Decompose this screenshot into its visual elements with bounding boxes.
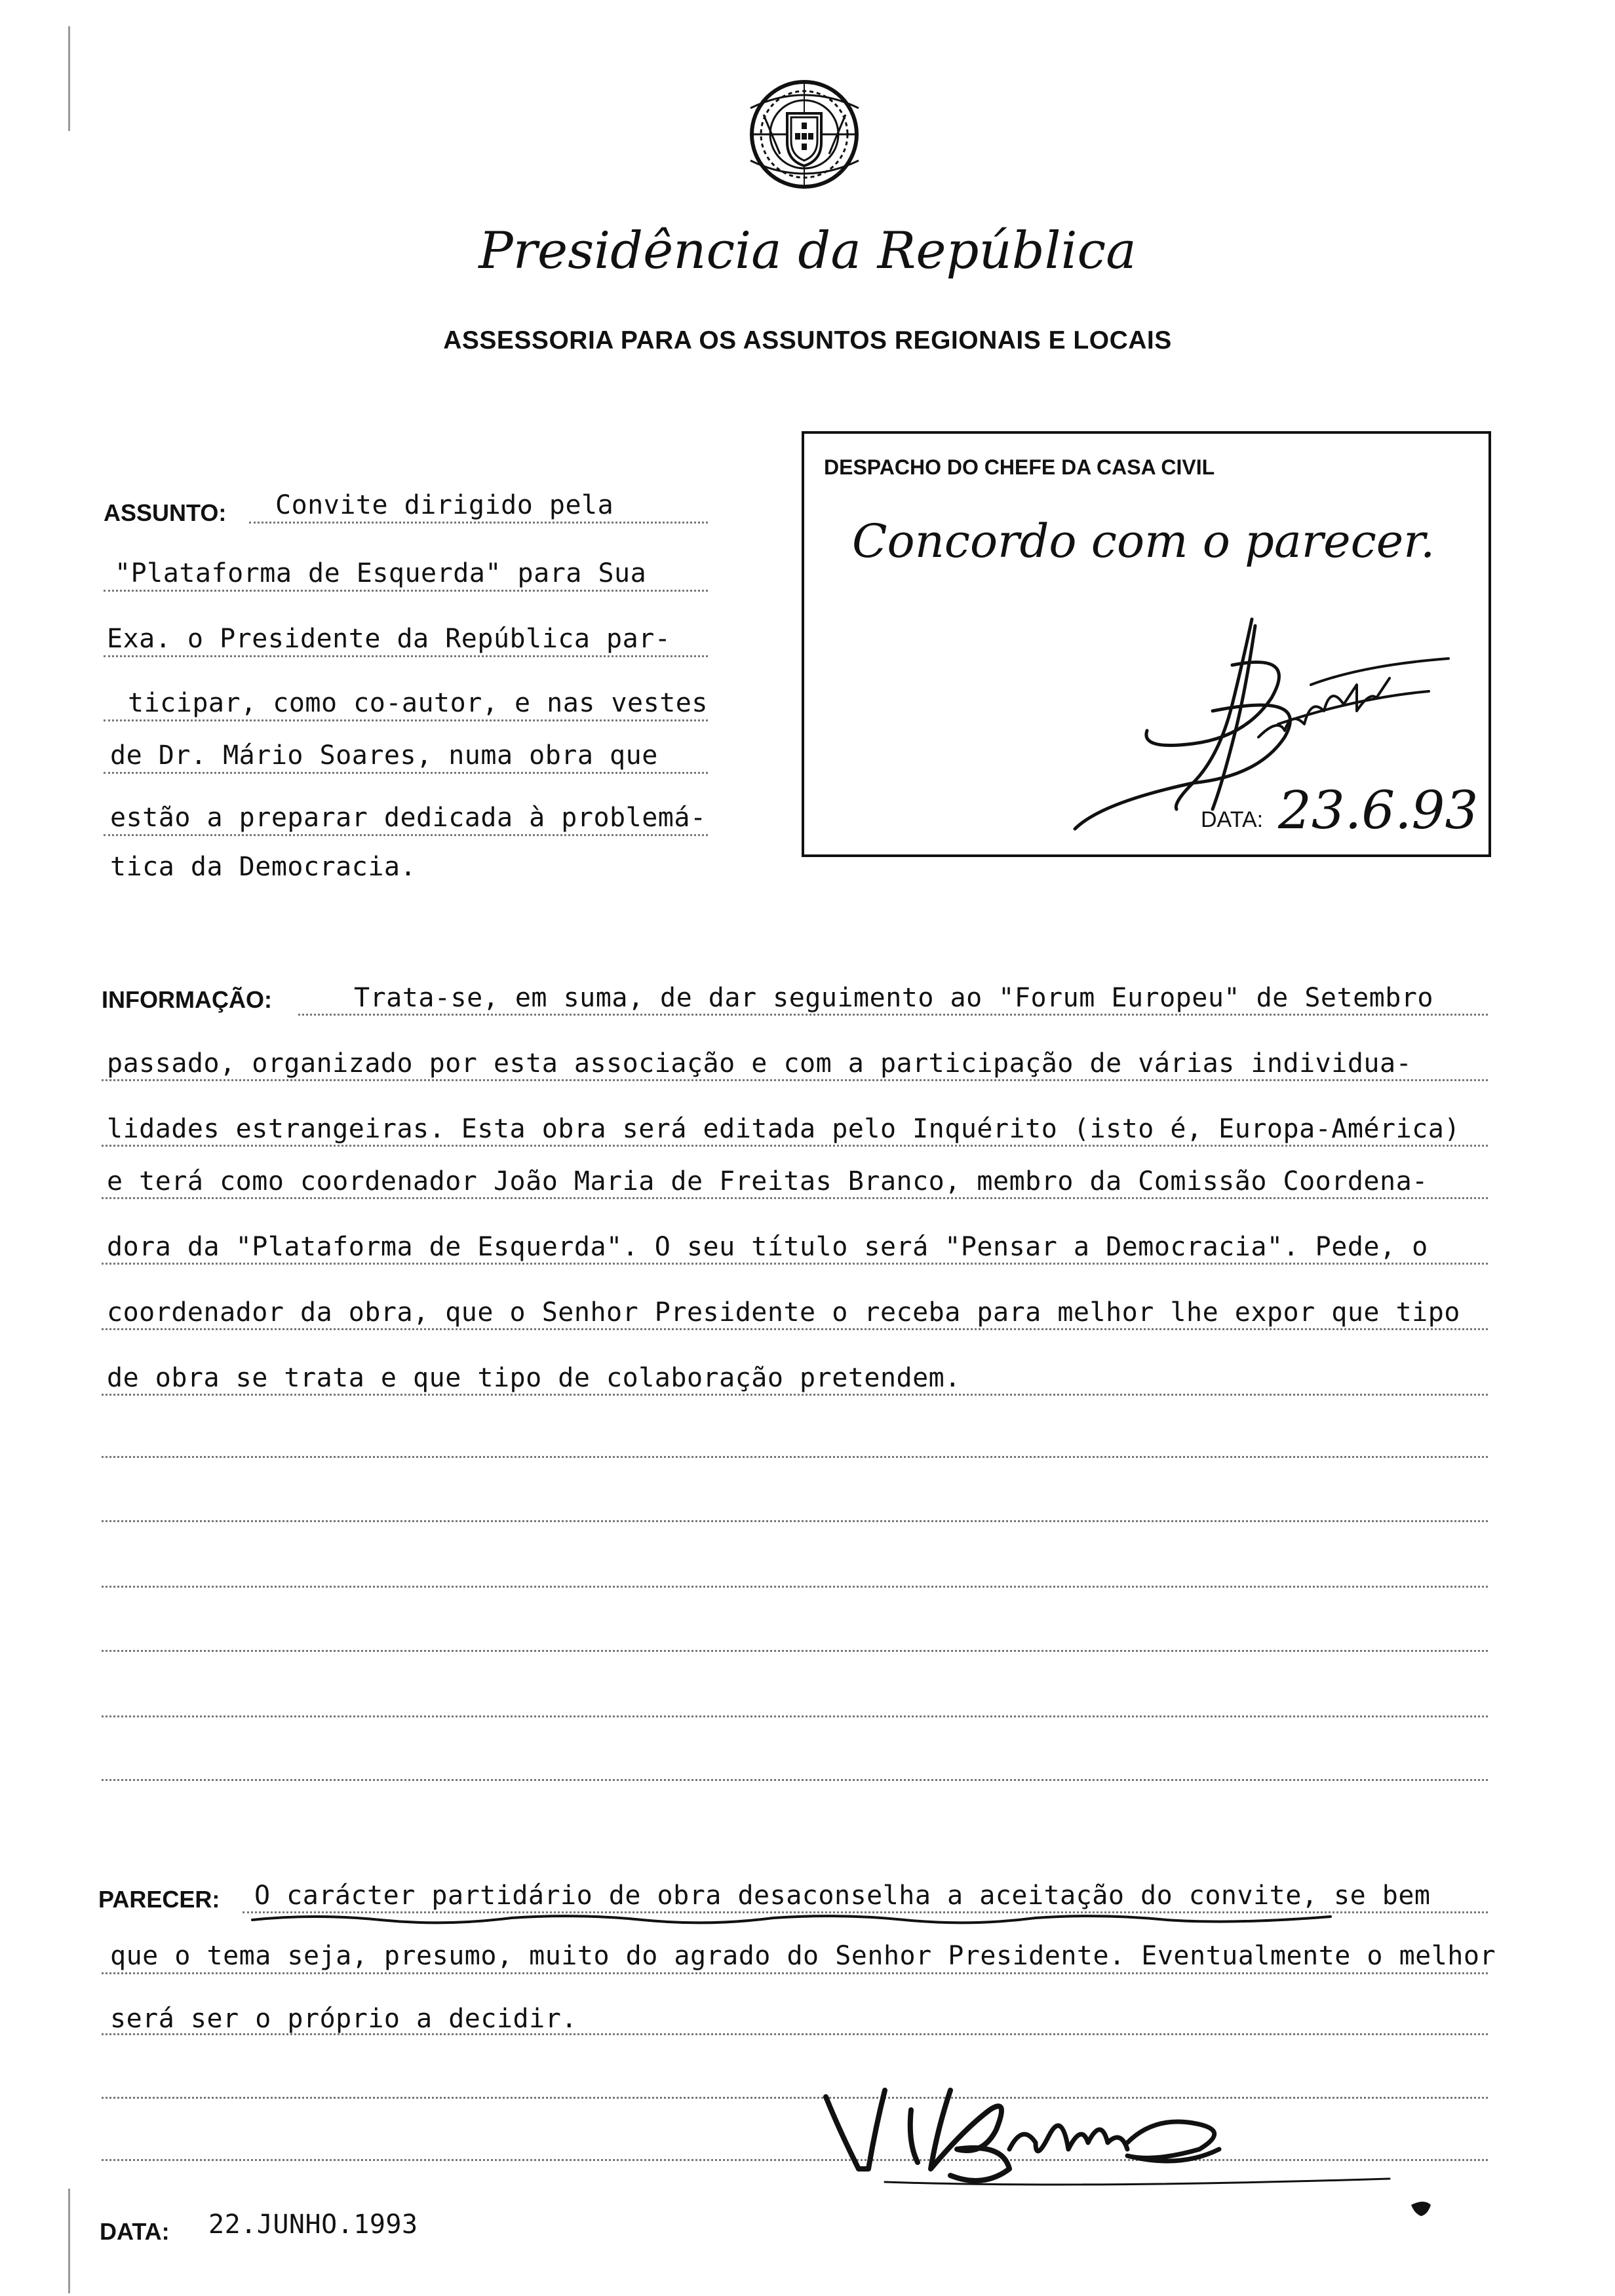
assunto-line: "Plataforma de Esquerda" para Sua (115, 558, 647, 588)
informacao-line: passado, organizado por esta associação e com a participação de várias individua- (107, 1048, 1412, 1079)
assunto-line-rule (104, 590, 708, 592)
parecer-signature (813, 2071, 1403, 2208)
informacao-line-rule (102, 1079, 1488, 1081)
informacao-line: dora da "Plataforma de Esquerda". O seu título será "Pensar a Democracia". Pede, o (107, 1232, 1428, 1262)
portuguese-coat-of-arms-icon (744, 69, 865, 200)
blank-line-rule (102, 1586, 1488, 1588)
informacao-line-rule (102, 1197, 1488, 1199)
footer-date-label: DATA: (100, 2218, 170, 2245)
informacao-line-rule (102, 1145, 1488, 1147)
assunto-line-rule (104, 772, 708, 774)
assunto-line-rule (249, 522, 708, 524)
parecer-line-rule (102, 2033, 1488, 2035)
informacao-line-rule (102, 1263, 1488, 1265)
informacao-line-rule (298, 1014, 1488, 1016)
parecer-line: que o tema seja, presumo, muito do agrado do Senhor Presidente. Eventualmente o melhor (110, 1941, 1496, 1971)
informacao-label: INFORMAÇÃO: (102, 986, 272, 1013)
assunto-line: tica da Democracia. (110, 852, 417, 882)
ink-mark (1408, 2195, 1434, 2218)
blank-line-rule (102, 1715, 1488, 1717)
assunto-line-rule (104, 655, 708, 657)
blank-line-rule (102, 1779, 1488, 1781)
despacho-date: 23.6.93 (1278, 780, 1479, 841)
informacao-line: lidades estrangeiras. Esta obra será editada pelo Inquérito (isto é, Europa-América) (107, 1114, 1460, 1144)
blank-line-rule (102, 1650, 1488, 1652)
institution-title: Presidência da República (478, 221, 1137, 280)
despacho-handwritten-note: Concordo com o parecer. (852, 514, 1435, 568)
assunto-line-rule (104, 719, 708, 721)
assunto-line: de Dr. Mário Soares, numa obra que (110, 740, 658, 771)
parecer-line: será ser o próprio a decidir. (110, 2004, 577, 2034)
parecer-line: O carácter partidário de obra desaconselha a aceitação do convite, se bem (254, 1881, 1431, 1911)
informacao-line: coordenador da obra, que o Senhor Presidente o receba para melhor lhe expor que tipo (107, 1297, 1460, 1328)
informacao-line: Trata-se, em suma, de dar seguimento ao "Forum Europeu" de Setembro (354, 983, 1433, 1013)
assunto-line: ticipar, como co-autor, e nas vestes (128, 688, 708, 718)
footer-date: 22.JUNHO.1993 (208, 2210, 418, 2240)
parecer-underline-mark (249, 1910, 1337, 1930)
despacho-title: DESPACHO DO CHEFE DA CASA CIVIL (824, 455, 1215, 479)
assunto-line-rule (104, 834, 708, 836)
informacao-line-rule (102, 1394, 1488, 1396)
informacao-line: e terá como coordenador João Maria de Freitas Branco, membro da Comissão Coordena- (107, 1166, 1428, 1196)
assunto-line: estão a preparar dedicada à problemá- (110, 803, 707, 833)
assunto-line: Convite dirigido pela (275, 490, 614, 520)
blank-line-rule (102, 1520, 1488, 1522)
informacao-line: de obra se trata e que tipo de colaboração pretendem. (107, 1363, 961, 1393)
page-edge-mark (68, 2189, 70, 2293)
despacho-date-label: DATA: (1201, 807, 1264, 832)
department-title: ASSESSORIA PARA OS ASSUNTOS REGIONAIS E LOCAIS (443, 326, 1172, 354)
informacao-line-rule (102, 1328, 1488, 1330)
assunto-label: ASSUNTO: (104, 499, 227, 526)
page-edge-mark (68, 26, 70, 131)
assunto-line: Exa. o Presidente da República par- (107, 624, 671, 654)
parecer-line-rule (102, 1972, 1488, 1974)
parecer-label: PARECER: (98, 1886, 220, 1913)
blank-line-rule (102, 1456, 1488, 1458)
